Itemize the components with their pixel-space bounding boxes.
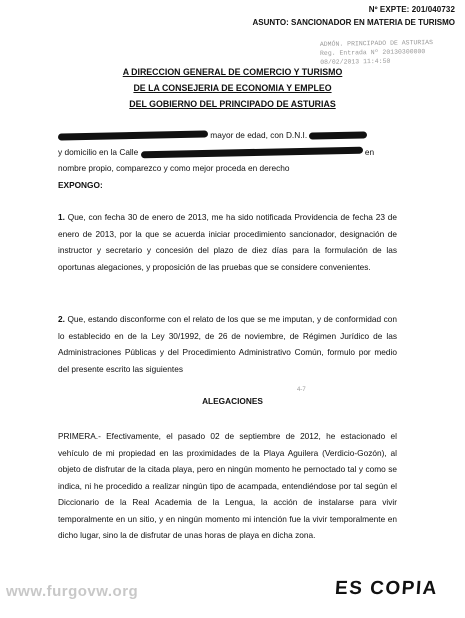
website-watermark: www.furgovw.org [6, 583, 139, 600]
redacted-dni [309, 132, 367, 140]
intro-paragraph [58, 127, 397, 177]
file-number: Nº EXPTE: 201/040732 [368, 5, 455, 14]
subject-line: ASUNTO: SANCIONADOR EN MATERIA DE TURISMO [252, 18, 455, 27]
point-1-number: 1. [58, 212, 65, 222]
stamp-line-2: Reg. Entrada Nº 20130300000 [319, 48, 426, 57]
intro-text-3: en [362, 146, 375, 157]
point-2-text: Que, estando disconforme con el relato de los que se me imputan, y de conformidad con lo establecido en de la Ley 30/1992, de 26 de noviembre, de Régimen Jurídico de las Administraciones Públicas y del Procedimiento Administrativo Común, formulo por medio del presente escrito las siguientes [58, 314, 397, 374]
point-2-number: 2. [58, 314, 65, 324]
intro-text-2: y domicilio en la Calle [58, 146, 141, 157]
margin-mark: 4-7 [297, 387, 306, 393]
addressee-line-1: A DIRECCION GENERAL DE COMERCIO Y TURISMO [122, 67, 343, 77]
point-1-text: Que, con fecha 30 de enero de 2013, me ha sido notificada Providencia de fecha 23 de enero de 2013, por la que se acuerda iniciar procedimiento sancionador, designación de instructor y secretario y concesión del plazo de diez días para la formulación de las oportunas alegaciones, y proposición de las pruebas que se considere convenientes. [58, 212, 397, 272]
primera-paragraph: PRIMERA.- Efectivamente, el pasado 02 de septiembre de 2012, he estacionado el vehículo de mi propiedad en las proximidades de la Playa Aguilera (Verdicio-Gozón), al objeto de disfrutar de la citada playa, pero en ningún momento he pernoctado tal y como se indica, ni he procedido a realizar ningún tipo de acampada, entendiéndose por tal según el Diccionario de la Real Academia de la Lengua, la acción de instalarse para vivir temporalmente en un sitio, y en ningún momento mi intención fue la vivir temporalmente en dicho lugar, sino la de disfrutar de unas horas de playa en dicha zona. [58, 431, 397, 540]
redacted-name [58, 131, 208, 141]
stamp-line-1: ADMÓN. PRINCIPADO DE ASTURIAS [319, 39, 434, 48]
redacted-address [140, 146, 362, 158]
alegaciones-heading: ALEGACIONES [202, 396, 263, 406]
intro-text-4: nombre propio, comparezco y como mejor proceda en derecho [58, 163, 290, 173]
point-2-paragraph [58, 311, 397, 377]
es-copia-stamp: ES COPIA [334, 578, 439, 599]
addressee-block [0, 64, 465, 112]
expongo-heading: EXPONGO: [58, 180, 103, 190]
intro-text-1: mayor de edad, con D.N.I. [208, 130, 310, 140]
point-1-paragraph [58, 209, 397, 275]
addressee-line-3: DEL GOBIERNO DEL PRINCIPADO DE ASTURIAS [129, 99, 336, 109]
addressee-line-2: DE LA CONSEJERIA DE ECONOMIA Y EMPLEO [133, 83, 332, 93]
stamp-line-3: 08/02/2013 11:4:50 [320, 57, 391, 66]
registration-stamp [320, 38, 434, 67]
